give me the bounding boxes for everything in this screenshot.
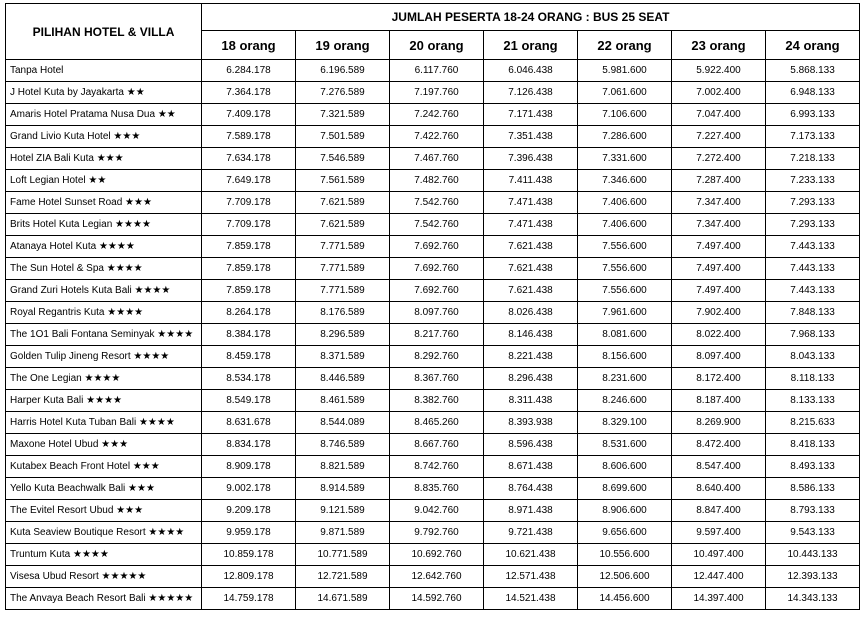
price-cell: 8.544.089 bbox=[296, 412, 390, 434]
price-cell: 8.667.760 bbox=[390, 434, 484, 456]
table-row bbox=[6, 434, 860, 456]
hotel-name-cell: Truntum Kuta ★★★★ bbox=[6, 544, 202, 566]
price-cell: 8.176.589 bbox=[296, 302, 390, 324]
price-cell: 8.097.760 bbox=[390, 302, 484, 324]
hotel-name-cell: Fame Hotel Sunset Road ★★★ bbox=[6, 192, 202, 214]
price-cell: 7.848.133 bbox=[766, 302, 860, 324]
price-cell: 7.542.760 bbox=[390, 214, 484, 236]
price-cell: 8.418.133 bbox=[766, 434, 860, 456]
price-cell: 7.859.178 bbox=[202, 236, 296, 258]
price-cell: 7.106.600 bbox=[578, 104, 672, 126]
price-cell: 8.631.678 bbox=[202, 412, 296, 434]
price-cell: 9.543.133 bbox=[766, 522, 860, 544]
hotel-name-cell: Maxone Hotel Ubud ★★★ bbox=[6, 434, 202, 456]
table-row bbox=[6, 478, 860, 500]
price-cell: 6.117.760 bbox=[390, 60, 484, 82]
participant-count-header: 18 orang bbox=[202, 31, 296, 60]
hotel-name-cell: The Evitel Resort Ubud ★★★ bbox=[6, 500, 202, 522]
price-cell: 8.847.400 bbox=[672, 500, 766, 522]
price-cell: 14.456.600 bbox=[578, 588, 672, 610]
table-row bbox=[6, 412, 860, 434]
price-cell: 7.321.589 bbox=[296, 104, 390, 126]
price-cell: 8.531.600 bbox=[578, 434, 672, 456]
price-cell: 8.133.133 bbox=[766, 390, 860, 412]
price-cell: 12.721.589 bbox=[296, 566, 390, 588]
price-cell: 8.446.589 bbox=[296, 368, 390, 390]
price-cell: 7.443.133 bbox=[766, 258, 860, 280]
price-cell: 8.465.260 bbox=[390, 412, 484, 434]
price-cell: 9.597.400 bbox=[672, 522, 766, 544]
table-row bbox=[6, 588, 860, 610]
price-cell: 7.443.133 bbox=[766, 280, 860, 302]
price-cell: 8.472.400 bbox=[672, 434, 766, 456]
price-cell: 7.287.400 bbox=[672, 170, 766, 192]
price-cell: 8.742.760 bbox=[390, 456, 484, 478]
price-cell: 6.284.178 bbox=[202, 60, 296, 82]
table-row bbox=[6, 456, 860, 478]
price-cell: 7.242.760 bbox=[390, 104, 484, 126]
price-cell: 8.671.438 bbox=[484, 456, 578, 478]
hotel-name-cell: Kutabex Beach Front Hotel ★★★ bbox=[6, 456, 202, 478]
price-cell: 8.246.600 bbox=[578, 390, 672, 412]
price-cell: 8.699.600 bbox=[578, 478, 672, 500]
price-cell: 7.331.600 bbox=[578, 148, 672, 170]
participant-count-header: 19 orang bbox=[296, 31, 390, 60]
price-cell: 7.286.600 bbox=[578, 126, 672, 148]
price-cell: 8.329.100 bbox=[578, 412, 672, 434]
price-cell: 7.561.589 bbox=[296, 170, 390, 192]
price-cell: 7.621.589 bbox=[296, 192, 390, 214]
price-cell: 7.556.600 bbox=[578, 236, 672, 258]
price-cell: 6.993.133 bbox=[766, 104, 860, 126]
price-cell: 12.642.760 bbox=[390, 566, 484, 588]
price-cell: 9.121.589 bbox=[296, 500, 390, 522]
price-cell: 8.172.400 bbox=[672, 368, 766, 390]
price-cell: 7.443.133 bbox=[766, 236, 860, 258]
price-cell: 7.649.178 bbox=[202, 170, 296, 192]
price-cell: 10.443.133 bbox=[766, 544, 860, 566]
price-cell: 7.771.589 bbox=[296, 236, 390, 258]
price-cell: 7.406.600 bbox=[578, 214, 672, 236]
hotel-name-cell: Kuta Seaview Boutique Resort ★★★★ bbox=[6, 522, 202, 544]
price-cell: 10.556.600 bbox=[578, 544, 672, 566]
price-cell: 7.293.133 bbox=[766, 214, 860, 236]
price-cell: 7.497.400 bbox=[672, 280, 766, 302]
table-row bbox=[6, 192, 860, 214]
price-cell: 9.792.760 bbox=[390, 522, 484, 544]
price-cell: 7.173.133 bbox=[766, 126, 860, 148]
price-cell: 8.834.178 bbox=[202, 434, 296, 456]
price-cell: 8.296.589 bbox=[296, 324, 390, 346]
price-cell: 8.971.438 bbox=[484, 500, 578, 522]
price-cell: 10.692.760 bbox=[390, 544, 484, 566]
price-cell: 8.393.938 bbox=[484, 412, 578, 434]
price-cell: 8.461.589 bbox=[296, 390, 390, 412]
hotel-name-cell: Brits Hotel Kuta Legian ★★★★ bbox=[6, 214, 202, 236]
price-cell: 8.146.438 bbox=[484, 324, 578, 346]
price-cell: 8.606.600 bbox=[578, 456, 672, 478]
participant-count-header: 22 orang bbox=[578, 31, 672, 60]
participants-group-header: JUMLAH PESERTA 18-24 ORANG : BUS 25 SEAT bbox=[202, 4, 860, 31]
price-cell: 7.126.438 bbox=[484, 82, 578, 104]
price-cell: 9.721.438 bbox=[484, 522, 578, 544]
price-cell: 7.471.438 bbox=[484, 192, 578, 214]
price-cell: 7.634.178 bbox=[202, 148, 296, 170]
price-cell: 7.346.600 bbox=[578, 170, 672, 192]
price-cell: 8.311.438 bbox=[484, 390, 578, 412]
price-cell: 7.227.400 bbox=[672, 126, 766, 148]
price-cell: 8.215.633 bbox=[766, 412, 860, 434]
table-row bbox=[6, 236, 860, 258]
price-cell: 7.467.760 bbox=[390, 148, 484, 170]
price-cell: 7.471.438 bbox=[484, 214, 578, 236]
price-cell: 7.771.589 bbox=[296, 280, 390, 302]
price-cell: 8.292.760 bbox=[390, 346, 484, 368]
hotel-name-cell: Golden Tulip Jineng Resort ★★★★ bbox=[6, 346, 202, 368]
price-cell: 7.347.400 bbox=[672, 214, 766, 236]
price-cell: 7.272.400 bbox=[672, 148, 766, 170]
price-cell: 8.118.133 bbox=[766, 368, 860, 390]
price-cell: 7.621.438 bbox=[484, 280, 578, 302]
price-cell: 8.156.600 bbox=[578, 346, 672, 368]
table-row bbox=[6, 104, 860, 126]
price-cell: 8.022.400 bbox=[672, 324, 766, 346]
price-cell: 12.506.600 bbox=[578, 566, 672, 588]
price-cell: 14.592.760 bbox=[390, 588, 484, 610]
price-cell: 7.621.438 bbox=[484, 236, 578, 258]
price-cell: 7.047.400 bbox=[672, 104, 766, 126]
price-cell: 6.196.589 bbox=[296, 60, 390, 82]
price-cell: 8.640.400 bbox=[672, 478, 766, 500]
price-cell: 7.621.438 bbox=[484, 258, 578, 280]
price-cell: 9.002.178 bbox=[202, 478, 296, 500]
price-cell: 10.497.400 bbox=[672, 544, 766, 566]
price-cell: 7.692.760 bbox=[390, 258, 484, 280]
price-cell: 14.671.589 bbox=[296, 588, 390, 610]
hotel-name-cell: Harris Hotel Kuta Tuban Bali ★★★★ bbox=[6, 412, 202, 434]
price-cell: 8.909.178 bbox=[202, 456, 296, 478]
table-row bbox=[6, 148, 860, 170]
price-cell: 8.231.600 bbox=[578, 368, 672, 390]
price-cell: 8.221.438 bbox=[484, 346, 578, 368]
table-header bbox=[6, 4, 860, 60]
price-cell: 7.546.589 bbox=[296, 148, 390, 170]
table-row bbox=[6, 522, 860, 544]
price-cell: 7.276.589 bbox=[296, 82, 390, 104]
price-cell: 6.046.438 bbox=[484, 60, 578, 82]
price-cell: 8.793.133 bbox=[766, 500, 860, 522]
table-row bbox=[6, 544, 860, 566]
price-cell: 14.397.400 bbox=[672, 588, 766, 610]
price-cell: 7.771.589 bbox=[296, 258, 390, 280]
price-cell: 8.547.400 bbox=[672, 456, 766, 478]
table-row bbox=[6, 390, 860, 412]
hotel-name-cell: Loft Legian Hotel ★★ bbox=[6, 170, 202, 192]
hotel-name-cell: The 1O1 Bali Fontana Seminyak ★★★★ bbox=[6, 324, 202, 346]
price-cell: 8.534.178 bbox=[202, 368, 296, 390]
price-cell: 7.709.178 bbox=[202, 214, 296, 236]
price-cell: 7.409.178 bbox=[202, 104, 296, 126]
price-cell: 8.835.760 bbox=[390, 478, 484, 500]
price-cell: 7.501.589 bbox=[296, 126, 390, 148]
price-cell: 7.859.178 bbox=[202, 258, 296, 280]
price-cell: 7.692.760 bbox=[390, 236, 484, 258]
price-cell: 7.556.600 bbox=[578, 280, 672, 302]
table-row bbox=[6, 126, 860, 148]
price-cell: 7.061.600 bbox=[578, 82, 672, 104]
table-row bbox=[6, 302, 860, 324]
price-cell: 7.482.760 bbox=[390, 170, 484, 192]
table-row bbox=[6, 170, 860, 192]
participant-count-header: 24 orang bbox=[766, 31, 860, 60]
price-cell: 9.959.178 bbox=[202, 522, 296, 544]
price-cell: 10.771.589 bbox=[296, 544, 390, 566]
price-cell: 7.692.760 bbox=[390, 280, 484, 302]
price-cell: 7.961.600 bbox=[578, 302, 672, 324]
price-cell: 7.233.133 bbox=[766, 170, 860, 192]
table-row bbox=[6, 82, 860, 104]
table-row bbox=[6, 500, 860, 522]
hotel-name-cell: Yello Kuta Beachwalk Bali ★★★ bbox=[6, 478, 202, 500]
price-cell: 5.922.400 bbox=[672, 60, 766, 82]
hotel-name-cell: Visesa Ubud Resort ★★★★★ bbox=[6, 566, 202, 588]
table-row bbox=[6, 324, 860, 346]
price-cell: 5.981.600 bbox=[578, 60, 672, 82]
price-cell: 8.493.133 bbox=[766, 456, 860, 478]
hotel-name-cell: Tanpa Hotel bbox=[6, 60, 202, 82]
price-cell: 7.347.400 bbox=[672, 192, 766, 214]
price-cell: 10.859.178 bbox=[202, 544, 296, 566]
price-cell: 8.026.438 bbox=[484, 302, 578, 324]
price-table bbox=[5, 3, 860, 610]
price-cell: 8.043.133 bbox=[766, 346, 860, 368]
table-row bbox=[6, 214, 860, 236]
participant-count-header: 20 orang bbox=[390, 31, 484, 60]
price-cell: 8.217.760 bbox=[390, 324, 484, 346]
price-cell: 12.393.133 bbox=[766, 566, 860, 588]
price-cell: 14.521.438 bbox=[484, 588, 578, 610]
price-cell: 7.589.178 bbox=[202, 126, 296, 148]
price-cell: 5.868.133 bbox=[766, 60, 860, 82]
price-cell: 8.764.438 bbox=[484, 478, 578, 500]
price-cell: 8.821.589 bbox=[296, 456, 390, 478]
price-cell: 7.422.760 bbox=[390, 126, 484, 148]
price-cell: 8.549.178 bbox=[202, 390, 296, 412]
price-cell: 8.269.900 bbox=[672, 412, 766, 434]
price-cell: 7.859.178 bbox=[202, 280, 296, 302]
price-cell: 9.209.178 bbox=[202, 500, 296, 522]
price-cell: 8.081.600 bbox=[578, 324, 672, 346]
price-cell: 8.367.760 bbox=[390, 368, 484, 390]
price-cell: 7.902.400 bbox=[672, 302, 766, 324]
price-cell: 7.351.438 bbox=[484, 126, 578, 148]
price-cell: 8.384.178 bbox=[202, 324, 296, 346]
price-cell: 7.396.438 bbox=[484, 148, 578, 170]
table-body bbox=[6, 60, 860, 610]
price-cell: 9.042.760 bbox=[390, 500, 484, 522]
price-cell: 7.364.178 bbox=[202, 82, 296, 104]
price-cell: 8.914.589 bbox=[296, 478, 390, 500]
price-cell: 7.171.438 bbox=[484, 104, 578, 126]
hotel-name-cell: Amaris Hotel Pratama Nusa Dua ★★ bbox=[6, 104, 202, 126]
hotel-column-header: PILIHAN HOTEL & VILLA bbox=[6, 4, 202, 60]
price-cell: 7.709.178 bbox=[202, 192, 296, 214]
table-row bbox=[6, 280, 860, 302]
table-row bbox=[6, 60, 860, 82]
price-cell: 8.371.589 bbox=[296, 346, 390, 368]
price-cell: 8.264.178 bbox=[202, 302, 296, 324]
hotel-name-cell: Harper Kuta Bali ★★★★ bbox=[6, 390, 202, 412]
price-cell: 8.382.760 bbox=[390, 390, 484, 412]
price-cell: 7.556.600 bbox=[578, 258, 672, 280]
participant-count-header: 21 orang bbox=[484, 31, 578, 60]
hotel-name-cell: J Hotel Kuta by Jayakarta ★★ bbox=[6, 82, 202, 104]
price-cell: 8.596.438 bbox=[484, 434, 578, 456]
price-cell: 8.586.133 bbox=[766, 478, 860, 500]
hotel-name-cell: Royal Regantris Kuta ★★★★ bbox=[6, 302, 202, 324]
price-cell: 6.948.133 bbox=[766, 82, 860, 104]
participant-count-header: 23 orang bbox=[672, 31, 766, 60]
table-row bbox=[6, 258, 860, 280]
price-cell: 7.968.133 bbox=[766, 324, 860, 346]
price-cell: 7.411.438 bbox=[484, 170, 578, 192]
price-cell: 7.218.133 bbox=[766, 148, 860, 170]
price-cell: 7.293.133 bbox=[766, 192, 860, 214]
hotel-name-cell: Atanaya Hotel Kuta ★★★★ bbox=[6, 236, 202, 258]
price-cell: 7.542.760 bbox=[390, 192, 484, 214]
price-cell: 7.497.400 bbox=[672, 236, 766, 258]
price-cell: 7.002.400 bbox=[672, 82, 766, 104]
table-row bbox=[6, 346, 860, 368]
price-cell: 8.459.178 bbox=[202, 346, 296, 368]
table-row bbox=[6, 368, 860, 390]
price-cell: 10.621.438 bbox=[484, 544, 578, 566]
price-cell: 9.656.600 bbox=[578, 522, 672, 544]
price-cell: 8.746.589 bbox=[296, 434, 390, 456]
hotel-name-cell: The Anvaya Beach Resort Bali ★★★★★ bbox=[6, 588, 202, 610]
price-cell: 7.497.400 bbox=[672, 258, 766, 280]
price-cell: 8.906.600 bbox=[578, 500, 672, 522]
price-cell: 8.097.400 bbox=[672, 346, 766, 368]
price-cell: 9.871.589 bbox=[296, 522, 390, 544]
price-cell: 7.621.589 bbox=[296, 214, 390, 236]
hotel-name-cell: Grand Livio Kuta Hotel ★★★ bbox=[6, 126, 202, 148]
hotel-name-cell: The One Legian ★★★★ bbox=[6, 368, 202, 390]
price-cell: 12.447.400 bbox=[672, 566, 766, 588]
price-cell: 7.406.600 bbox=[578, 192, 672, 214]
hotel-name-cell: Hotel ZIA Bali Kuta ★★★ bbox=[6, 148, 202, 170]
hotel-name-cell: Grand Zuri Hotels Kuta Bali ★★★★ bbox=[6, 280, 202, 302]
price-cell: 8.296.438 bbox=[484, 368, 578, 390]
price-cell: 12.571.438 bbox=[484, 566, 578, 588]
price-cell: 12.809.178 bbox=[202, 566, 296, 588]
price-cell: 7.197.760 bbox=[390, 82, 484, 104]
hotel-name-cell: The Sun Hotel & Spa ★★★★ bbox=[6, 258, 202, 280]
price-cell: 14.759.178 bbox=[202, 588, 296, 610]
price-cell: 14.343.133 bbox=[766, 588, 860, 610]
table-row bbox=[6, 566, 860, 588]
price-cell: 8.187.400 bbox=[672, 390, 766, 412]
